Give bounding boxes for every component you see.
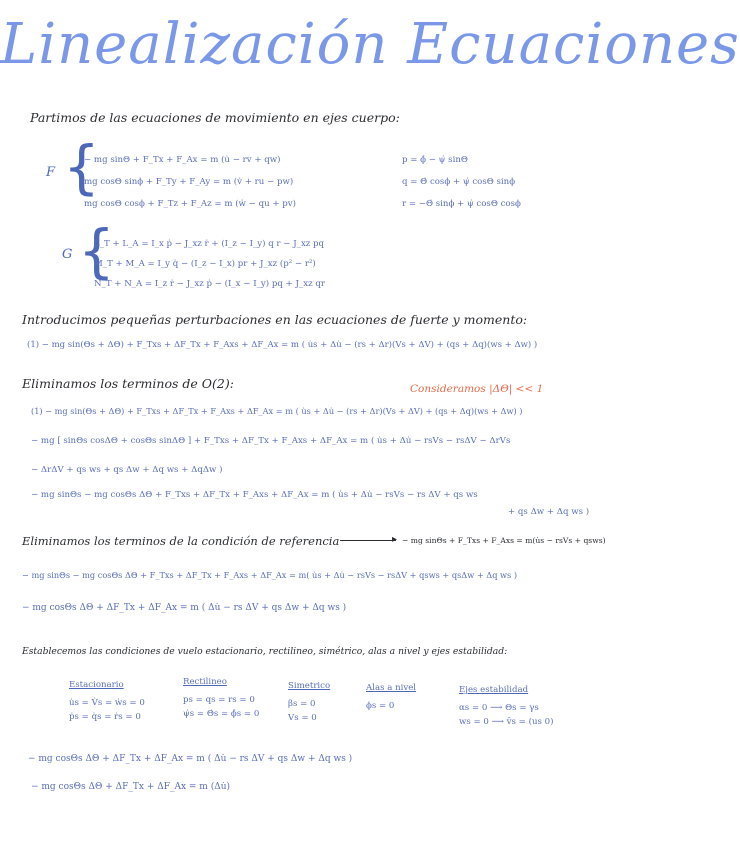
cond-title: Alas a nivel [366,683,417,693]
reference-condition: − mg sinΘs + F_Txs + F_Axs = m(u̇s − rsVs + qsws) [402,536,606,545]
force-equations [84,149,296,215]
arrow-head-icon: ▸ [392,534,398,545]
arrow-line [340,540,396,541]
moment-eq-m: M_T + M_A = I_y q̇ − (I_z − I_x) pr + J_xz (p² − r²) [94,259,316,269]
perturbed-equation: (1) − mg sin(Θs + ΔΘ) + F_Txs + ΔF_Tx + F_Axs + ΔF_Ax = m ( u̇s + Δu̇ − (rs + Δr)(Vs + ΔV) + (qs + Δq)(ws + Δw) ) [27,340,538,350]
o2-eq-1: (1) − mg sin(Θs + ΔΘ) + F_Txs + ΔF_Tx + F_Axs + ΔF_Ax = m ( u̇s + Δu̇ − (rs + Δr)(Vs + ΔV) + (qs + Δq)(ws + Δw) ) [31,406,523,416]
cond-ejes-estabilidad [459,683,553,729]
moment-brace: { [78,217,115,285]
cond-line: ṗs = q̇s = ṙs = 0 [69,712,141,722]
cond-title: Simetrico [288,681,331,691]
kin-eq-q: q = Θ̇ cosϕ + ψ̇ cosΘ sinϕ [402,177,516,187]
page-title: Linealización Ecuaciones [0,12,740,77]
small-angle-note: Consideramos |ΔΘ| << 1 [410,383,544,395]
section-2-heading: Introducimos pequeñas perturbaciones en las ecuaciones de fuerte y momento: [22,312,528,327]
cond-line: ps = qs = rs = 0 [183,695,255,705]
cond-title: Estacionario [69,680,124,690]
section-1-heading: Partimos de las ecuaciones de movimiento en ejes cuerpo: [30,110,400,125]
cond-line: ws = 0 ⟶ v̄s = (us 0) [459,717,554,727]
cond-line: u̇s = V̇s = ẇs = 0 [69,698,145,708]
cond-line: ϕs = 0 [366,701,395,711]
stationary-eq: − mg cosΘs ΔΘ + ΔF_Tx + ΔF_Ax = m ( Δu̇ − rs ΔV + qs Δw + Δq ws ) [28,754,353,764]
kin-eq-p: p = ϕ̇ − ψ̇ sinΘ [402,155,468,165]
cond-title: Ejes estabilidad [459,685,529,695]
kinematic-equations [402,149,521,215]
moment-equations [94,234,325,294]
section-3-heading: Eliminamos los terminos de O(2): [22,376,234,391]
cond-rectilineo [183,675,259,721]
moment-eq-n: N_T + N_A = I_z ṙ − J_xz ṗ − (I_x − I_y) pq + J_xz qr [94,279,325,289]
force-eq-z: mg cosΘ cosϕ + F_Tz + F_Az = m (ẇ − qu + pv) [84,199,296,209]
force-vector-label: F [46,165,56,180]
o2-eq-2-cont: − ΔrΔV + qs ws + qs Δw + Δq ws + ΔqΔw ) [31,465,223,475]
cond-alas-nivel [366,681,416,713]
o2-eq-2: − mg [ sinΘs cosΔΘ + cosΘs sinΔΘ ] + F_Txs + ΔF_Tx + F_Axs + ΔF_Ax = m ( u̇s + Δu̇ − rsVs − rsΔV − ΔrVs [31,436,511,446]
o2-eq-3: − mg sinΘs − mg cosΘs ΔΘ + F_Txs + ΔF_Tx + F_Axs + ΔF_Ax = m ( u̇s + Δu̇ − rsVs − rs ΔV + qs ws [31,490,478,500]
moment-vector-label: G [62,247,73,262]
reference-eliminated-eq: − mg sinΘs − mg cosΘs ΔΘ + F_Txs + ΔF_Tx + F_Axs + ΔF_Ax = m( u̇s + Δu̇ − rsVs − rsΔV + qsws + qsΔw + Δq ws ) [22,570,518,580]
o2-eq-3-cont: + qs Δw + Δq ws ) [508,507,590,517]
cond-estacionario [69,678,145,724]
moment-eq-l: L_T + L_A = I_x ṗ − J_xz ṙ + (I_z − I_y) q r − J_xz pq [94,239,325,249]
section-4-heading: Eliminamos los terminos de la condición de referencia [22,534,340,548]
force-brace: { [63,133,100,201]
section-5-heading: Establecemos las condiciones de vuelo estacionario, rectilineo, simétrico, alas a nivel y ejes estabilidad: [22,646,508,657]
cond-line: ψ̇s = Θ̇s = ϕ̇s = 0 [183,709,260,719]
force-eq-x: − mg sinΘ + F_Tx + F_Ax = m (u̇ − rv + qw) [84,155,281,165]
cond-line: Vs = 0 [288,713,317,723]
linearized-eq: − mg cosΘs ΔΘ + ΔF_Tx + ΔF_Ax = m ( Δu̇ − rs ΔV + qs Δw + Δq ws ) [22,603,347,613]
kin-eq-r: r = −Θ̇ sinϕ + ψ̇ cosΘ cosϕ [402,199,521,209]
force-eq-y: mg cosΘ sinϕ + F_Ty + F_Ay = m (v̇ + ru − pw) [84,177,294,187]
cond-simetrico [288,679,330,725]
cond-line: αs = 0 ⟶ Θs = γs [459,703,539,713]
cond-line: βs = 0 [288,699,316,709]
cond-title: Rectilineo [183,677,227,687]
final-eq: − mg cosΘs ΔΘ + ΔF_Tx + ΔF_Ax = m (Δu̇) [31,782,231,792]
